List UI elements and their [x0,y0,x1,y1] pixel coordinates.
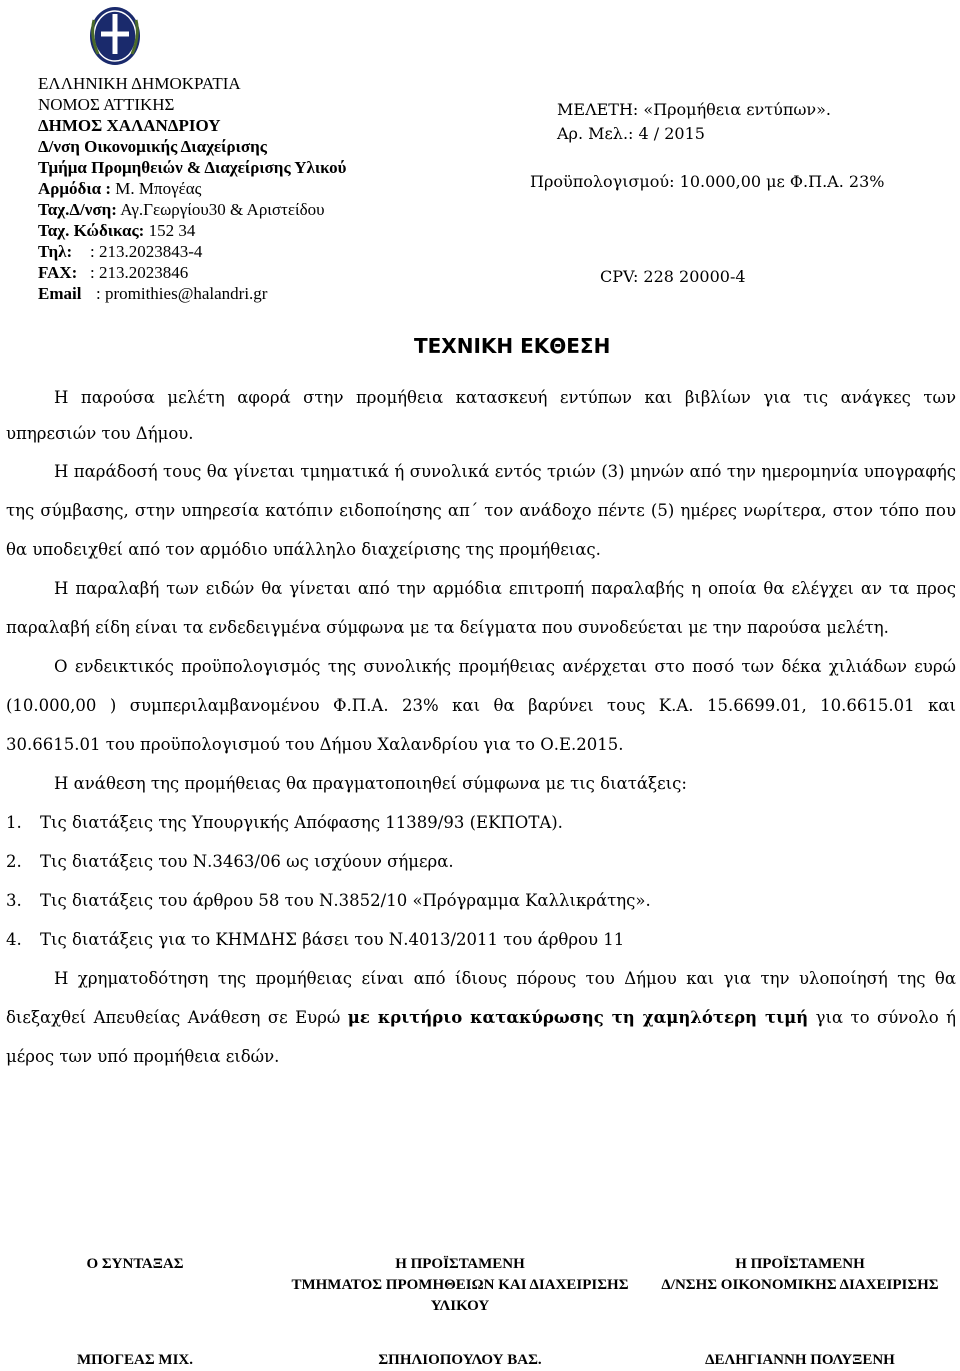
study-title: ΜΕΛΕΤΗ: «Προμήθεια εντύπων». [557,100,832,119]
signature-department-head: Η ΠΡΟΪΣΤΑΜΕΝΗ ΤΜΗΜΑΤΟΣ ΠΡΟΜΗΘΕΙΩΝ ΚΑΙ ΔΙΑΧΕΙΡΙΣΗΣ ΥΛΙΚΟΥ [291,1256,629,1314]
study-cpv: CPV: 228 20000-4 [600,267,746,286]
issuer-header [38,73,346,304]
list-item: 3. Τις διατάξεις του άρθρου 58 του Ν.3852/10 «Πρόγραμμα Καλλικράτης». [6,891,651,910]
signature-author-name: ΜΠΟΓΕΑΣ ΜΙΧ. [76,1352,193,1368]
signature-directorate-head: Η ΠΡΟΪΣΤΑΜΕΝΗ Δ/ΝΣΗΣ ΟΙΚΟΝΟΜΙΚΗΣ ΔΙΑΧΕΙΡΙΣΗΣ [661,1256,939,1293]
header-line-tel: Τηλ: : 213.2023843-4 [38,242,203,261]
signature-directorate-head-name: ΔΕΛΗΓΙΑΝΝΗ ΠΟΛΥΞΕΝΗ [705,1352,895,1368]
header-line-address: Ταχ.Δ/νση: Αγ.Γεωργίου30 & Αριστείδου [38,200,325,219]
paragraph-subject: Η παρούσα μελέτη αφορά στην προμήθεια κατασκευή εντύπων και βιβλίων για τις ανάγκες των υπηρεσιών του Δήμου. [6,388,956,443]
study-budget: Προϋπολογισμού: 10.000,00 με Φ.Π.Α. 23% [530,172,885,191]
signature-author: Ο ΣΥΝΤΑΞΑΣ [86,1256,184,1272]
header-line-republic: ΕΛΛΗΝΙΚΗ ΔΗΜΟΚΡΑΤΙΑ [38,74,241,93]
header-line-department: Τμήμα Προμηθειών & Διαχείρισης Υλικού [38,158,347,177]
award-criterion: με κριτήριο κατακύρωσης τη χαμηλότερη τιμή [347,1008,809,1027]
list-item: 4. Τις διατάξεις για το ΚΗΜΔΗΣ βάσει του Ν.4013/2011 του άρθρου 11 [6,930,625,949]
greek-coat-of-arms-emblem [88,2,142,66]
header-line-municipality: ΔΗΜΟΣ ΧΑΛΑΝΔΡΙΟΥ [38,116,221,135]
header-line-responsible: Αρμόδια : Μ. Μπογέας [38,179,202,198]
signature-department-head-name: ΣΠΗΛΙΟΠΟΥΛΟΥ ΒΑΣ. [378,1352,542,1368]
list-item: 2. Τις διατάξεις του Ν.3463/06 ως ισχύουν σήμερα. [6,852,454,871]
list-item: 1. Τις διατάξεις της Υπουργικής Απόφασης 11389/93 (ΕΚΠΟΤΑ). [6,813,563,832]
header-line-directorate: Δ/νση Οικονομικής Διαχείρισης [38,137,267,156]
document-title: ΤΕΧΝΙΚΗ ΕΚΘΕΣΗ [414,334,611,358]
document-body [6,380,956,1076]
header-line-postcode: Ταχ. Κώδικας: 152 34 [38,221,196,240]
study-number: Αρ. Μελ.: 4 / 2015 [557,124,705,143]
paragraph-funding: Η χρηματοδότηση της προμήθειας είναι από ίδιους πόρους του Δήμου και για την υλοποίησή της θα διεξαχθεί Απευθείας Ανάθεση σε Ευρώ με κριτήριο κατακύρωσης τη χαμηλότερη τιμή για το σύνολο ή μέρος των υπό προμήθεια ειδών. [6,969,956,1066]
header-line-prefecture: ΝΟΜΟΣ ΑΤΤΙΚΗΣ [38,95,175,114]
header-line-email: Email : promithies@halandri.gr [38,284,268,303]
header-line-fax: FAX: : 213.2023846 [38,263,189,282]
paragraph-budget: Ο ενδεικτικός προϋπολογισμός της συνολικής προμήθειας ανέρχεται στο ποσό των δέκα χιλιάδων ευρώ (10.000,00 ) συμπεριλαμβανομένου Φ.Π.Α. 23% και θα βαρύνει τους Κ.Α. 15.6699.01, 10.6615.01 και 30.6615.01 του προϋπολογισμού του Δήμου Χαλανδρίου για το Ο.Ε.2015. [6,657,956,754]
paragraph-delivery: Η παράδοσή τους θα γίνεται τμηματικά ή συνολικά εντός τριών (3) μηνών από την ημερομηνία υπογραφής της σύμβασης, στην υπηρεσία κατόπιν ειδοποίησης απ΄ τον ανάδοχο πέντε (5) ημέρες νωρίτερα, στον τόπο που θα υποδειχθεί από τον αρμόδιο υπάλληλο διαχείρισης της προμήθειας. [6,462,956,559]
paragraph-provisions-intro: Η ανάθεση της προμήθειας θα πραγματοποιηθεί σύμφωνα με τις διατάξεις: [54,774,687,793]
paragraph-acceptance: Η παραλαβή των ειδών θα γίνεται από την αρμόδια επιτροπή παραλαβής η οποία θα ελέγχει αν τα προς παραλαβή είδη είναι τα ενδεδειγμένα σύμφωνα με τα δείγματα που συνοδεύεται με την παρούσα μελέτη. [6,579,956,637]
